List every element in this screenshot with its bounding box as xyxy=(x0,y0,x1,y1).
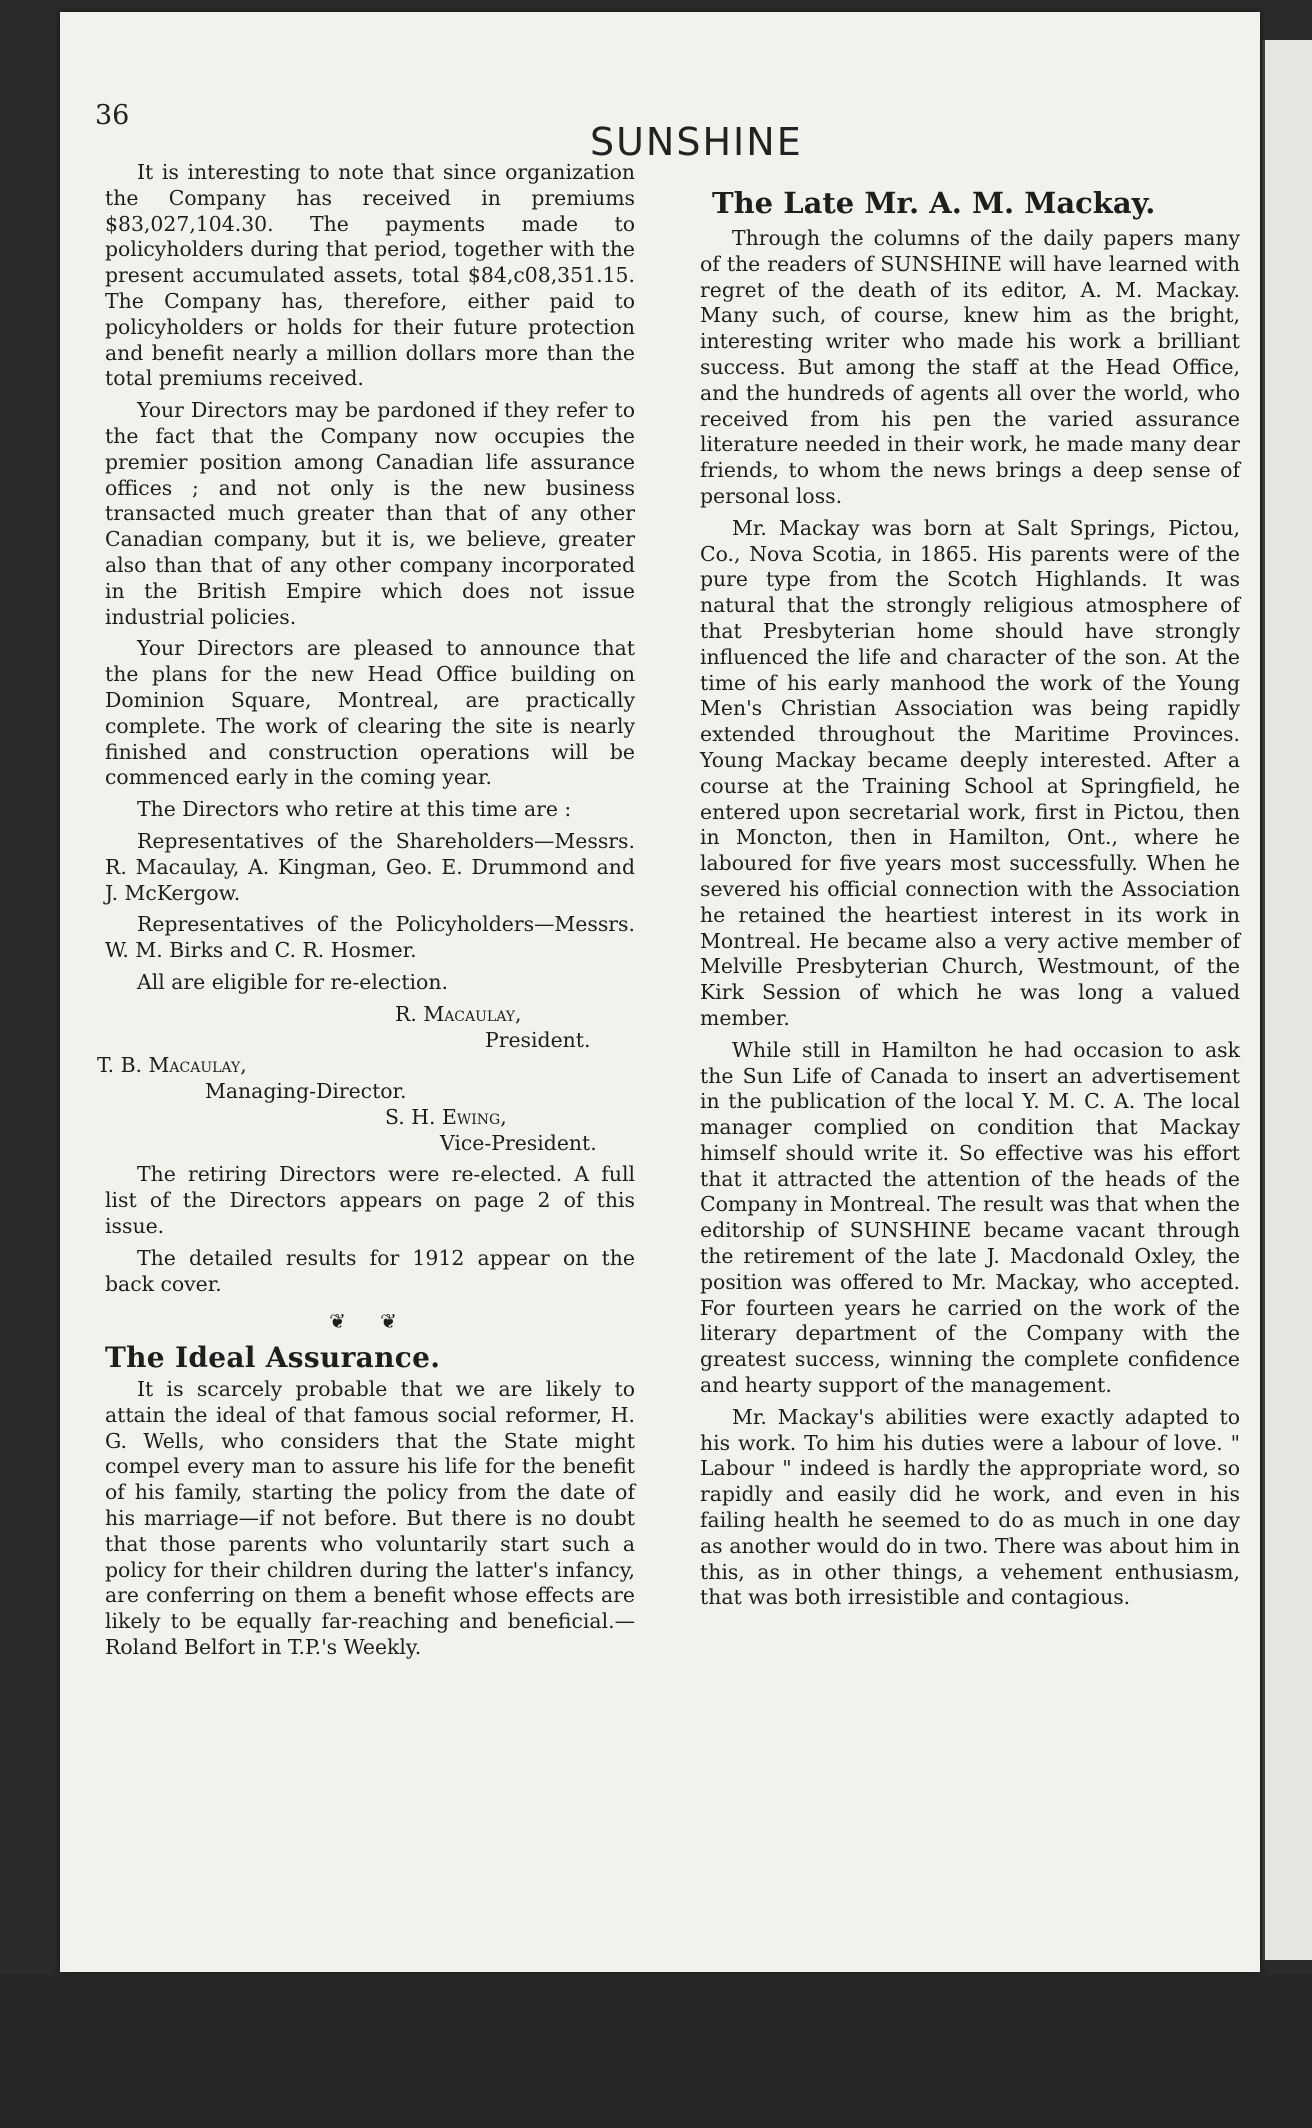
mackay-heading: The Late Mr. A. M. Mackay. xyxy=(712,186,1156,220)
ornament-divider: ❦ ❦ xyxy=(329,1309,411,1334)
signature-president-title: President. xyxy=(485,1027,591,1052)
signature-md-title: Managing-Director. xyxy=(205,1079,407,1104)
signature-md-name: T. B. Macaulay, xyxy=(97,1053,247,1078)
paragraph-premiums: It is interesting to note that since organization the Company has received in premiums $83,027,104.30. The payments made to policyholders during that period, together with the present accumulated assets, total $84,c08,351.15. The Company has, therefore, either paid to policyholders or holds for their future protection and benefit nearly a million dollars more than the total premiums received. xyxy=(105,160,635,391)
paragraph-mackay-abilities: Mr. Mackay's abilities were exactly adapted to his work. To him his duties were a labour of love. " Labour " indeed is hardly the appropriate word, so rapidly and easily did he work, and even in his failing health he seemed to do as much in one day as another would do in two. There was about him in this, as in other things, a vehement enthusiasm, that was both irresistible and contagious. xyxy=(700,1404,1240,1610)
ideal-assurance-heading: The Ideal Assurance. xyxy=(105,1341,441,1375)
facing-page-edge xyxy=(1262,40,1312,1960)
paragraph-head-office: Your Directors are pleased to announce that the plans for the new Head Office building on Dominion Square, Montreal, are practically complete. The work of clearing the site is nearly finished and construction operations will be commenced early in the coming year. xyxy=(105,636,635,790)
scan-background xyxy=(0,1975,1312,2128)
paragraph-retiring-directors: The Directors who retire at this time are : xyxy=(137,797,572,822)
paragraph-detailed-results: The detailed results for 1912 appear on the back cover. xyxy=(105,1245,635,1296)
running-head: SUNSHINE xyxy=(590,120,803,164)
paragraph-mackay-intro: Through the columns of the daily papers many of the readers of SUNSHINE will have learned with regret of the death of its editor, A. M. Mackay. Many such, of course, knew him as the bright, interesting writer who made his work a brilliant success. But among the staff at the Head Office, and the hundreds of agents all over the world, who received from his pen the varied assurance literature needed in their work, he made many dear friends, to whom the news brings a deep sense of personal loss. xyxy=(700,226,1240,508)
paragraph-policyholder-reps: Representatives of the Policyholders—Messrs. W. M. Birks and C. R. Hosmer. xyxy=(105,912,635,963)
page-number: 36 xyxy=(95,100,130,131)
paragraph-shareholder-reps: Representatives of the Shareholders—Messrs. R. Macaulay, A. Kingman, Geo. E. Drummond and J. McKergow. xyxy=(105,828,635,905)
right-column xyxy=(700,226,1240,1617)
paragraph-re-elected: The retiring Directors were re-elected. A full list of the Directors appears on page 2 of this issue. xyxy=(105,1162,635,1239)
paragraph-ideal-assurance: It is scarcely probable that we are likely to attain the ideal of that famous social reformer, H. G. Wells, who considers that the State might compel every man to assure his life for the benefit of his family, starting the policy from the date of his marriage—if not before. But there is no doubt that those parents who voluntarily start such a policy for their children during the latter's infancy, are conferring on them a benefit whose effects are likely to be equally far-reaching and beneficial.—Roland Belfort in T.P.'s Weekly. xyxy=(105,1377,635,1660)
signature-vp-name: S. H. Ewing, xyxy=(385,1104,507,1129)
left-column xyxy=(97,160,635,1667)
signature-president-name: R. Macaulay, xyxy=(395,1001,522,1026)
paragraph-mackay-hamilton: While still in Hamilton he had occasion to ask the Sun Life of Canada to insert an advertisement in the publication of the local Y. M. C. A. The local manager complied on condition that Mackay himself should write it. So effective was his effort that it attracted the attention of the heads of the Company in Montreal. The result was that when the editorship of SUNSHINE became vacant through the retirement of the late J. Macdonald Oxley, the position was offered to Mr. Mackay, who accepted. For fourteen years he carried on the work of the literary department of the Company with the greatest success, winning the complete confidence and hearty support of the management. xyxy=(700,1037,1240,1398)
paragraph-mackay-biography: Mr. Mackay was born at Salt Springs, Pictou, Co., Nova Scotia, in 1865. His parents were of the pure type from the Scotch Highlands. It was natural that the strongly religious atmosphere of that Presbyterian home should have strongly influenced the life and character of the son. At the time of his early manhood the work of the Young Men's Christian Association was being rapidly extended throughout the Maritime Provinces. Young Mackay became deeply interested. After a course at the Training School at Springfield, he entered upon secretarial work, first in Pictou, then in Moncton, then in Hamilton, Ont., where he laboured for five years most successfully. When he severed his official connection with the Association he retained the heartiest interest in its work in Montreal. He became also a very active member of Melville Presbyterian Church, Westmount, of the Kirk Session of which he was long a valued member. xyxy=(700,515,1240,1030)
paragraph-premier-position: Your Directors may be pardoned if they refer to the fact that the Company now occupies the premier position among Canadian life assurance offices ; and not only is the new business transacted much greater than that of any other Canadian company, but it is, we believe, greater also than that of any other company incorporated in the British Empire which does not issue industrial policies. xyxy=(105,398,635,629)
paragraph-eligible: All are eligible for re-election. xyxy=(137,969,448,994)
signature-vp-title: Vice-President. xyxy=(440,1130,597,1155)
